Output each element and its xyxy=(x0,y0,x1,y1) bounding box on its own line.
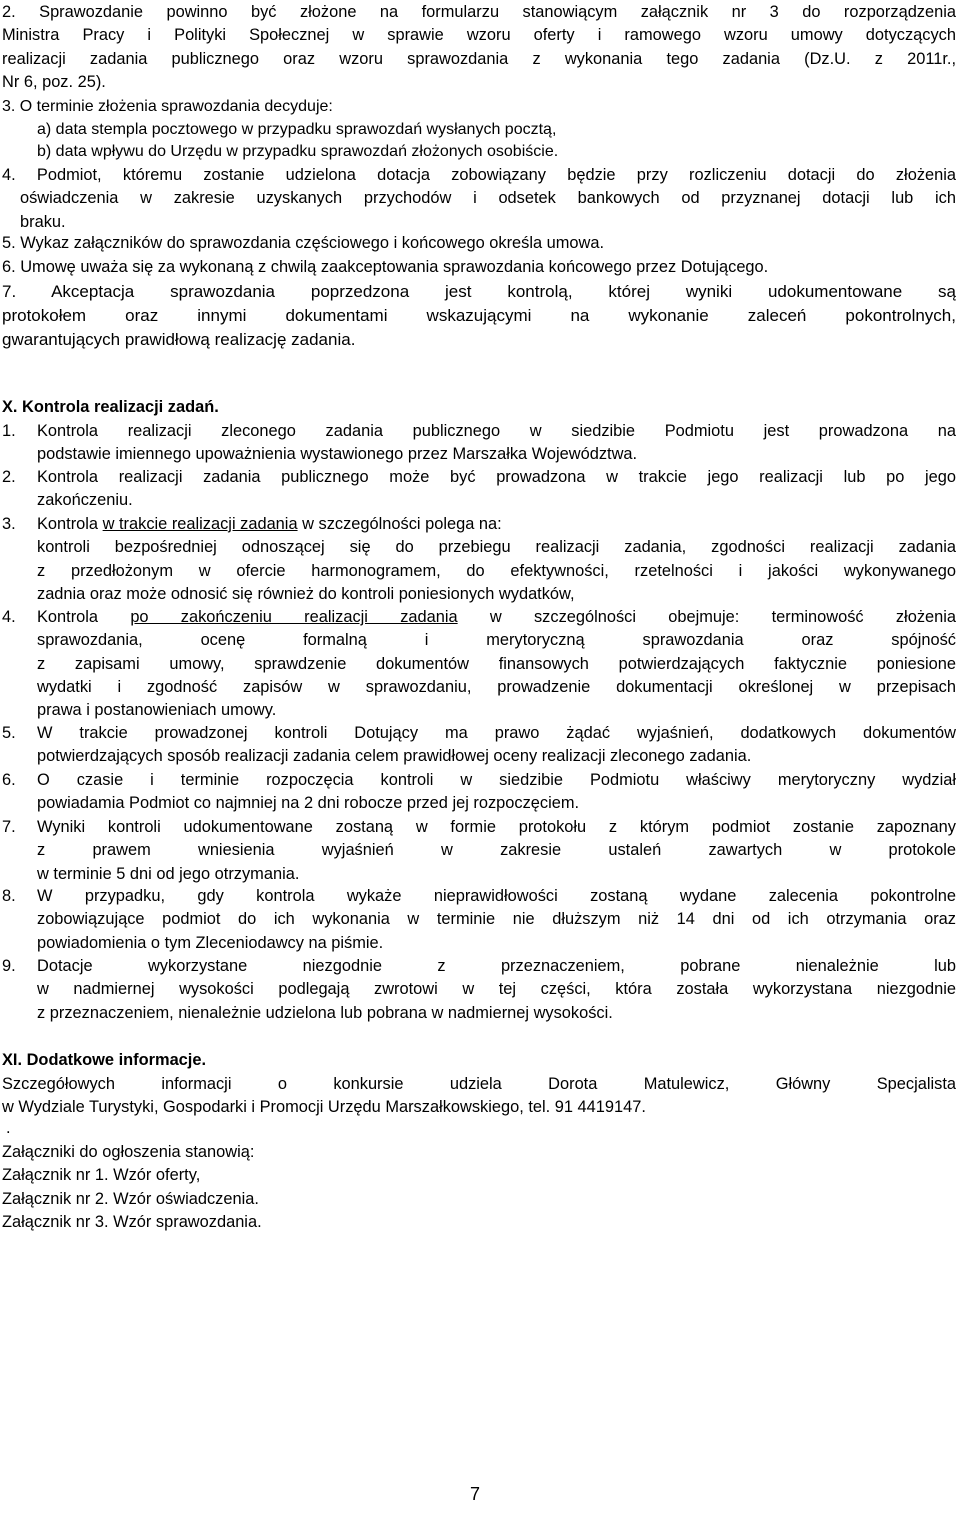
list-item xyxy=(37,606,956,722)
text-line: Kontrola realizacji zleconego zadania publicznego w siedzibie Podmiotu jest prowadzona na xyxy=(37,422,956,440)
text-line: w nadmiernej wysokości podlegają zwrotowi w tej części, która została wykorzystana niezgodnie xyxy=(37,980,956,999)
text-line: prawa i postanowieniach umowy. xyxy=(37,701,277,720)
text-line: z przedłożonym w ofercie harmonogramem, do efektywności, rzetelności i jakości wykonywanego xyxy=(37,561,956,580)
text-line: b) data wpływu do Urzędu w przypadku sprawozdań złożonych osobiście. xyxy=(37,143,559,161)
underlined-phrase: po zakończeniu realizacji zadania xyxy=(130,608,458,626)
paragraph-item-3 xyxy=(2,96,956,164)
attachment-item: Załącznik nr 1. Wzór oferty, xyxy=(2,1166,201,1185)
attachments-intro: Załączniki do ogłoszenia stanowią: xyxy=(2,1143,255,1161)
list-item xyxy=(37,466,956,513)
text-run: w szczególności obejmuje: terminowość złożenia xyxy=(457,608,956,626)
text-line: powiadomienia o tym Zleceniodawcy na piśmie. xyxy=(37,933,384,952)
page-number: 7 xyxy=(470,1484,481,1504)
paragraph-item-7 xyxy=(2,280,956,352)
section-heading-x xyxy=(2,396,219,419)
text-line xyxy=(37,513,956,536)
list-item xyxy=(37,420,956,467)
text-run: Kontrola xyxy=(37,515,103,533)
text-line: . xyxy=(6,1119,11,1137)
item-number: 7. xyxy=(2,818,16,836)
text-line: z zapisami umowy, sprawdzenie dokumentów finansowych potwierdzających faktycznie poniesione xyxy=(37,654,956,673)
text-line: zobowiązujące podmiot do ich wykonania w terminie nie dłuższym niż 14 dni od ich otrzymania oraz xyxy=(37,910,956,929)
list-item xyxy=(37,722,956,769)
item-number: 2. xyxy=(2,468,16,486)
text-line: oświadczenia w zakresie uzyskanych przychodów i odsetek bankowych od przyznanej dotacji lub ich xyxy=(20,189,956,208)
paragraph-item-5 xyxy=(2,232,956,255)
contact-paragraph xyxy=(2,1073,956,1120)
item-number: 5. xyxy=(2,724,16,742)
text-line xyxy=(37,606,956,629)
text-line: kontroli bezpośredniej odnoszącej się do przebiegu realizacji zadania, zgodności realizacji zadania xyxy=(37,538,956,557)
list-item xyxy=(37,769,956,816)
item-number: 8. xyxy=(2,887,16,905)
item-number: 3. xyxy=(2,515,16,533)
separator-dot xyxy=(6,1117,11,1140)
section-heading-xi xyxy=(2,1049,206,1072)
text-line: sprawozdania, ocenę formalną i merytoryczną sprawozdania oraz spójność xyxy=(37,631,956,650)
text-line: protokołem oraz innymi dokumentami wskazującymi na wykonanie zaleceń pokontrolnych, xyxy=(2,306,956,325)
paragraph-item-2 xyxy=(2,1,956,94)
underlined-phrase: w trakcie realizacji zadania xyxy=(102,515,298,533)
list-item xyxy=(37,885,956,955)
item-number: 4. xyxy=(2,608,16,626)
text-line: 3. O terminie złożenia sprawozdania decyduje: xyxy=(2,98,333,115)
text-line: 6. Umowę uważa się za wykonaną z chwilą zaakceptowania sprawozdania końcowego przez Dotującego. xyxy=(2,258,769,276)
text-line: w Wydziale Turystyki, Gospodarki i Promocji Urzędu Marszałkowskiego, tel. 91 4419147. xyxy=(2,1098,646,1117)
text-line: Nr 6, poz. 25). xyxy=(2,72,106,91)
item-number: 6. xyxy=(2,771,16,789)
text-line: podstawie imiennego upoważnienia wystawionego przez Marszałka Województwa. xyxy=(37,445,638,464)
text-line: a) data stempla pocztowego w przypadku sprawozdań wysłanych pocztą, xyxy=(37,120,557,138)
text-line: powiadamia Podmiot co najmniej na 2 dni robocze przed jej rozpoczęciem. xyxy=(37,794,580,813)
list-item xyxy=(37,955,956,1025)
text-line: realizacji zadania publicznego oraz wzoru sprawozdania z wykonania tego zadania (Dz.U. z 2011r., xyxy=(2,49,956,68)
attachments-block xyxy=(2,1141,262,1234)
text-line: zadnia oraz może odnosić się również do kontroli poniesionych wydatków, xyxy=(37,584,575,603)
item-number: 9. xyxy=(2,957,16,975)
text-line: braku. xyxy=(20,212,66,231)
text-line: gwarantujących prawidłową realizację zadania. xyxy=(2,330,356,349)
text-line: z przeznaczeniem, nienależnie udzielona lub pobrana w nadmiernej wysokości. xyxy=(37,1003,613,1022)
text-line: Ministra Pracy i Polityki Społecznej w sprawie wzoru oferty i ramowego wzoru umowy dotyczących xyxy=(2,26,956,45)
text-line: Dotacje wykorzystane niezgodnie z przeznaczeniem, pobrane nienależnie lub xyxy=(37,957,956,975)
paragraph-item-6 xyxy=(2,256,956,279)
text-line: zakończeniu. xyxy=(37,491,133,510)
text-run: Kontrola xyxy=(37,608,131,626)
list-item xyxy=(37,513,956,606)
text-line: Kontrola realizacji zadania publicznego może być prowadzona w trakcie jego realizacji lub po jego xyxy=(37,468,956,486)
text-line: O czasie i terminie rozpoczęcia kontroli w siedzibie Podmiotu właściwy merytoryczny wydział xyxy=(37,771,956,789)
text-line: W przypadku, gdy kontrola wykaże nieprawidłowości zostaną wydane zalecenia pokontrolne xyxy=(37,887,956,905)
text-line: Szczegółowych informacji o konkursie udziela Dorota Matulewicz, Główny Specjalista xyxy=(2,1075,956,1093)
text-line: W trakcie prowadzonej kontroli Dotujący ma prawo żądać wyjaśnień, dodatkowych dokumentów xyxy=(37,724,956,742)
text-line: wydatki i zgodność zapisów w sprawozdaniu, prowadzenie dokumentacji określonej w przepisach xyxy=(37,677,956,696)
text-line: z prawem wniesienia wyjaśnień w zakresie ustaleń zawartych w protokole xyxy=(37,841,956,860)
text-line: 7. Akceptacja sprawozdania poprzedzona jest kontrolą, której wyniki udokumentowane są xyxy=(2,282,956,301)
section-title: X. Kontrola realizacji zadań. xyxy=(2,398,219,416)
section-title: XI. Dodatkowe informacje. xyxy=(2,1051,207,1069)
text-line: 2. Sprawozdanie powinno być złożone na formularzu stanowiącym załącznik nr 3 do rozporządzenia xyxy=(2,3,956,21)
text-line: Wyniki kontroli udokumentowane zostaną w formie protokołu z którym podmiot zostanie zapoznany xyxy=(37,818,956,836)
list-item xyxy=(37,816,956,886)
text-line: 5. Wykaz załączników do sprawozdania częściowego i końcowego określa umowa. xyxy=(2,234,605,252)
text-line: 4. Podmiot, któremu zostanie udzielona dotacja zobowiązany będzie przy rozliczeniu dotacji do złożenia xyxy=(2,166,956,184)
text-run: w szczególności polega na: xyxy=(297,515,502,533)
attachment-item: Załącznik nr 3. Wzór sprawozdania. xyxy=(2,1212,262,1231)
item-number: 1. xyxy=(2,422,16,440)
text-line: w terminie 5 dni od jego otrzymania. xyxy=(37,864,300,883)
attachment-item: Załącznik nr 2. Wzór oświadczenia. xyxy=(2,1189,259,1208)
text-line: potwierdzających sposób realizacji zadania celem prawidłowej oceny realizacji zleconego zadania. xyxy=(37,747,752,766)
paragraph-item-4 xyxy=(2,164,956,234)
